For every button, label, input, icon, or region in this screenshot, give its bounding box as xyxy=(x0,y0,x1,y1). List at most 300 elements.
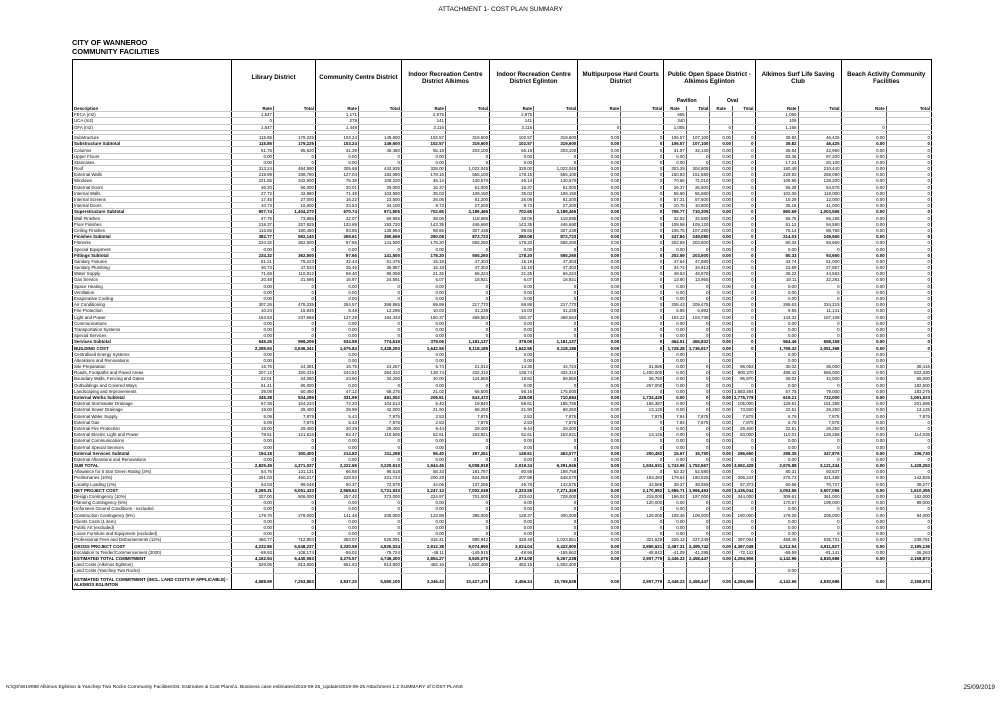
table-cell: 27,857 xyxy=(798,264,841,270)
table-cell: 0.00 xyxy=(755,438,798,444)
table-cell: 0 xyxy=(798,506,841,512)
table-cell: 0 xyxy=(534,159,578,165)
table-cell: 0.00 xyxy=(710,302,733,308)
table-cell: 0.00 xyxy=(578,493,621,499)
table-cell: 107,280 xyxy=(686,227,710,233)
table-cell: 0.00 xyxy=(841,401,886,407)
table-cell: 0.00 xyxy=(664,326,687,332)
table-cell: 119,000 xyxy=(798,190,841,196)
table-cell: 5.43 xyxy=(315,413,358,419)
table-cell: 114,035 xyxy=(886,432,931,438)
table-cell: 0.00 xyxy=(841,388,886,394)
table-cell: 0.00 xyxy=(755,283,798,289)
table-cell: 15.67 xyxy=(664,450,687,456)
row-description: External Communications xyxy=(73,438,232,444)
table-cell: 286.63 xyxy=(755,302,798,308)
table-cell: 0.00 xyxy=(841,531,886,537)
table-cell: 0 xyxy=(732,308,755,314)
row-description: Water Supply xyxy=(73,271,232,277)
table-cell: 29,400 xyxy=(274,425,316,431)
table-cell: 0.00 xyxy=(710,135,733,141)
table-cell: 0.00 xyxy=(315,531,358,537)
table-cell: 0 xyxy=(274,333,316,339)
table-cell: 115.85 xyxy=(232,141,274,147)
table-cell: 0 xyxy=(732,190,755,196)
table-cell: 0.00 xyxy=(578,487,621,493)
table-cell: 0.00 xyxy=(710,203,733,209)
table-cell: 0 xyxy=(732,444,755,450)
table-cell: 72,979 xyxy=(358,481,401,487)
table-cell: 103.24 xyxy=(315,141,358,147)
table-cell: 5.43 xyxy=(315,419,358,425)
row-description: Light and Power xyxy=(73,314,232,320)
table-cell: 94,590 xyxy=(798,221,841,227)
table-cell: 93.85 xyxy=(315,227,358,233)
table-cell: 0.00 xyxy=(578,333,621,339)
table-cell: 106.57 xyxy=(664,135,687,141)
table-cell: 0 xyxy=(578,124,621,130)
table-cell: 0.00 xyxy=(664,394,687,400)
table-cell: 1,022,045 xyxy=(534,165,578,171)
table-cell: 4,212.54 xyxy=(755,543,798,549)
table-cell: 3,837.20 xyxy=(315,574,358,590)
table-cell: 120,000 xyxy=(621,500,664,506)
table-cell: 1,743.95 xyxy=(664,462,687,468)
table-cell: 51,000 xyxy=(798,258,841,264)
table-cell: 0.00 xyxy=(578,264,621,270)
table-cell: 390,669 xyxy=(358,234,401,240)
table-cell: 361,000 xyxy=(798,493,841,499)
table-cell: 482.16 xyxy=(490,561,534,567)
table-cell: 362,500 xyxy=(274,240,316,246)
table-cell: 0.00 xyxy=(841,196,886,202)
table-cell: 209,000 xyxy=(798,512,841,518)
row-description: Communications xyxy=(73,320,232,326)
row-description: Loose Furniture and Equipment (excluded) xyxy=(73,531,232,537)
table-cell: 0.00 xyxy=(841,524,886,530)
table-cell: 0.00 xyxy=(315,351,358,357)
table-cell: 0.00 xyxy=(578,500,621,506)
rate-label: Rate xyxy=(490,106,534,112)
table-cell: 7,875 xyxy=(732,419,755,425)
total-label: Total xyxy=(358,106,401,112)
table-cell: 670.74 xyxy=(315,209,358,215)
table-cell: 12,000 xyxy=(798,196,841,202)
table-cell: 3,116 xyxy=(401,124,445,130)
table-cell: 0 xyxy=(686,370,710,376)
table-cell: 81,200 xyxy=(534,196,578,202)
table-cell: 0.00 xyxy=(841,456,886,462)
table-cell: 95,520 xyxy=(274,147,316,153)
table-cell: 31.97 xyxy=(664,147,687,153)
table-cell: 0.00 xyxy=(841,184,886,190)
table-cell: 0 xyxy=(686,456,710,462)
table-cell: 555,260 xyxy=(534,252,578,258)
table-cell: 1,944.45 xyxy=(401,462,445,468)
table-cell: 178.20 xyxy=(401,240,445,246)
table-cell: 0 xyxy=(886,419,931,425)
table-cell: 0.00 xyxy=(232,456,274,462)
table-cell: 0.00 xyxy=(710,450,733,456)
table-cell: 0.00 xyxy=(710,363,733,369)
table-cell: 22.51 xyxy=(755,407,798,413)
table-cell: 0 xyxy=(534,438,578,444)
table-cell: 98.66 xyxy=(401,227,445,233)
table-cell: 6.40 xyxy=(401,401,445,407)
table-cell: 66.68 xyxy=(315,469,358,475)
table-cell: -48.11 xyxy=(401,549,445,555)
table-cell: 0.00 xyxy=(401,506,445,512)
table-cell: 566,000 xyxy=(798,370,841,376)
table-cell: 2,676.88 xyxy=(755,462,798,468)
table-cell: 47,534 xyxy=(274,264,316,270)
table-cell: 109.95 xyxy=(755,178,798,184)
table-cell: 555,260 xyxy=(445,240,489,246)
table-cell: 140,670 xyxy=(534,178,578,184)
table-cell: 0 xyxy=(732,234,755,240)
table-cell: 0 xyxy=(798,444,841,450)
table-cell: 21.25 xyxy=(490,271,534,277)
table-cell: 0 xyxy=(732,469,755,475)
row-description: Planning Contingency (5%) xyxy=(73,500,232,506)
table-cell: 224.97 xyxy=(401,493,445,499)
table-cell: 0.00 xyxy=(664,320,687,326)
table-cell: 2,195,136 xyxy=(886,543,931,549)
description-label: Description xyxy=(73,106,232,112)
table-cell: 123.88 xyxy=(401,512,445,518)
row-description: Locality Loading (2%) xyxy=(73,481,232,487)
table-cell: 69.89 xyxy=(490,302,534,308)
table-cell: 80.33 xyxy=(755,252,798,258)
row-description: Preliminaries (10%) xyxy=(73,475,232,481)
table-cell: 163,921 xyxy=(445,432,489,438)
table-cell: 24,591 xyxy=(358,277,401,283)
table-cell: 21.90 xyxy=(490,407,534,413)
table-cell: 0 xyxy=(686,506,710,512)
table-cell: 29,400 xyxy=(358,425,401,431)
row-description: Sanitary Fixtures xyxy=(73,258,232,264)
table-cell: 10,800 xyxy=(686,203,710,209)
table-cell: 534,296 xyxy=(274,394,316,400)
row-description: Professional Fees and Disbursements (12%) xyxy=(73,537,232,543)
table-cell: 26,500 xyxy=(686,184,710,190)
row-description: Substructure xyxy=(73,135,232,141)
table-cell: 0.00 xyxy=(401,518,445,524)
table-cell: 7,875 xyxy=(445,413,489,419)
table-cell: 7,875 xyxy=(886,413,931,419)
row-description: External Sewer Drainage xyxy=(73,407,232,413)
table-cell: 170.67 xyxy=(755,500,798,506)
table-cell: 0.00 xyxy=(710,444,733,450)
table-cell: 44,562 xyxy=(798,271,841,277)
table-cell: 80.33 xyxy=(755,240,798,246)
table-cell: 38.06 xyxy=(401,215,445,221)
table-cell: 0 xyxy=(798,456,841,462)
table-cell: 218.99 xyxy=(232,172,274,178)
table-cell: 104.22 xyxy=(664,314,687,320)
table-cell: 0.00 xyxy=(578,543,621,549)
table-cell: 0 xyxy=(732,289,755,295)
table-cell: 0.00 xyxy=(315,506,358,512)
table-cell: 0 xyxy=(445,159,489,165)
table-cell: 65,500 xyxy=(445,388,489,394)
table-cell: 1,023,551 xyxy=(534,537,578,543)
table-cell: 0.00 xyxy=(841,178,886,184)
table-cell: 363.07 xyxy=(315,537,358,543)
table-cell: 0.00 xyxy=(841,506,886,512)
table-cell: 1,404,270 xyxy=(274,209,316,215)
table-cell: 179.25 xyxy=(755,512,798,518)
table-cell: 658,158 xyxy=(798,339,841,345)
table-cell: 298.35 xyxy=(755,450,798,456)
table-cell: 27,000 xyxy=(274,196,316,202)
table-cell: 0 xyxy=(358,320,401,326)
table-cell: 0.00 xyxy=(578,271,621,277)
table-cell: 0.00 xyxy=(755,531,798,537)
table-cell: 0.00 xyxy=(841,234,886,240)
table-cell: 2,285.93 xyxy=(232,345,274,351)
table-cell: 208.43 xyxy=(664,302,687,308)
table-cell: 0.00 xyxy=(401,295,445,301)
table-cell: 82.47 xyxy=(315,432,358,438)
table-cell: 63,000 xyxy=(732,432,755,438)
table-cell: 103.24 xyxy=(315,135,358,141)
table-cell: 0.00 xyxy=(578,531,621,537)
table-cell: 0.00 xyxy=(841,574,886,590)
table-cell: 872,723 xyxy=(445,234,489,240)
table-cell: 3,275.57 xyxy=(315,555,358,561)
table-cell: 0.00 xyxy=(841,351,886,357)
table-cell: 0.00 xyxy=(578,555,621,561)
table-cell: 0 xyxy=(445,289,489,295)
table-cell: 0.00 xyxy=(315,320,358,326)
row-description: Unforseen Ground Conditions - excluded xyxy=(73,506,232,512)
table-cell: 1,171 xyxy=(315,112,358,118)
table-cell: 0 xyxy=(686,388,710,394)
table-cell: 0.00 xyxy=(664,425,687,431)
table-cell: 9,074,990 xyxy=(445,543,489,549)
table-cell: 0 xyxy=(732,240,755,246)
table-cell: 16.37 xyxy=(401,184,445,190)
table-cell: 0.00 xyxy=(841,469,886,475)
table-cell: 555,100 xyxy=(445,172,489,178)
table-cell: 86,069 xyxy=(358,271,401,277)
table-cell: 0 xyxy=(732,320,755,326)
table-cell: 0 xyxy=(886,240,931,246)
table-cell: 2,499,742 xyxy=(686,543,710,549)
table-cell: 0 xyxy=(621,172,664,178)
table-cell: 0.00 xyxy=(841,314,886,320)
table-cell: 102.57 xyxy=(401,135,445,141)
table-cell: 4,371,037 xyxy=(274,462,316,468)
table-cell: 0 xyxy=(886,277,931,283)
row-description: UCA (m2) xyxy=(73,118,232,124)
table-cell: 0 xyxy=(621,184,664,190)
table-cell: 227,249 xyxy=(686,537,710,543)
table-cell: 206.51 xyxy=(401,394,445,400)
table-cell: 178.20 xyxy=(490,252,534,258)
table-cell: 39.82 xyxy=(755,141,798,147)
table-cell: 0.00 xyxy=(710,283,733,289)
total-label: Total xyxy=(274,106,316,112)
table-cell: 555,100 xyxy=(534,172,578,178)
table-cell: 46,425 xyxy=(798,141,841,147)
table-cell: 34,913 xyxy=(686,264,710,270)
table-cell: 23.60 xyxy=(315,376,358,382)
rate-label: Rate xyxy=(755,106,798,112)
table-cell: 379.06 xyxy=(490,339,534,345)
table-cell: 0 xyxy=(621,333,664,339)
table-cell: 1,502,400 xyxy=(445,561,489,567)
table-cell: 13,125 xyxy=(886,407,931,413)
table-cell: 0 xyxy=(274,500,316,506)
table-cell: 0.00 xyxy=(578,388,621,394)
table-cell: 0.00 xyxy=(710,215,733,221)
table-cell: 0.00 xyxy=(841,258,886,264)
table-cell: 0 xyxy=(686,524,710,530)
table-cell: 47.64 xyxy=(664,258,687,264)
table-cell: 0.00 xyxy=(841,407,886,413)
table-cell: 81,200 xyxy=(445,196,489,202)
table-cell: 39.37 xyxy=(664,481,687,487)
table-cell: 0.00 xyxy=(490,382,534,388)
table-cell: 175,000 xyxy=(534,388,578,394)
table-cell: 0.00 xyxy=(710,469,733,475)
table-cell: 0.00 xyxy=(755,295,798,301)
table-cell: 0 xyxy=(534,382,578,388)
row-description: External Electric Light and Power xyxy=(73,432,232,438)
rate-label: Rate xyxy=(578,106,621,112)
table-cell: 0.00 xyxy=(841,357,886,363)
table-cell: 38,559 xyxy=(686,481,710,487)
table-cell: 0 xyxy=(445,153,489,159)
table-cell: 3,062,428 xyxy=(733,463,754,469)
table-cell: 166,387 xyxy=(621,401,664,407)
table-cell: 345.38 xyxy=(232,394,274,400)
table-cell: 0.00 xyxy=(232,524,274,530)
table-cell: 56.76 xyxy=(755,215,798,221)
table-cell: 8.49 xyxy=(315,308,358,314)
table-cell: 0.00 xyxy=(578,258,621,264)
table-cell: 31,686 xyxy=(274,277,316,283)
table-cell: 67,373 xyxy=(732,481,755,487)
table-cell: 0 xyxy=(445,283,489,289)
table-cell: 0.00 xyxy=(401,524,445,530)
table-cell: 42,000 xyxy=(798,376,841,382)
table-cell: 141,500 xyxy=(358,252,401,258)
table-cell: 0 xyxy=(886,438,931,444)
table-cell: 48,878 xyxy=(686,271,710,277)
table-cell: 3,220,613 xyxy=(358,462,401,468)
description-header-blank xyxy=(73,60,232,97)
table-cell: 354,310 xyxy=(358,370,401,376)
table-cell: 202.59 xyxy=(664,240,687,246)
table-cell: 0.00 xyxy=(578,308,621,314)
table-cell: 0 xyxy=(621,506,664,512)
table-cell: 23.89 xyxy=(755,264,798,270)
column-header-row xyxy=(73,60,932,97)
table-cell: 0.00 xyxy=(710,543,733,549)
table-cell: 234.32 xyxy=(232,252,274,258)
table-cell: 0.00 xyxy=(664,295,687,301)
table-cell: 143.35 xyxy=(490,221,534,227)
table-cell: 328.00 xyxy=(401,165,445,171)
table-cell: 0.00 xyxy=(841,147,886,153)
table-cell: 0 xyxy=(798,326,841,332)
table-cell: 334,215 xyxy=(798,302,841,308)
table-cell: 0.00 xyxy=(232,506,274,512)
table-cell: 0.00 xyxy=(710,264,733,270)
table-cell: 0.00 xyxy=(232,295,274,301)
table-cell: 16.37 xyxy=(490,184,534,190)
table-cell: 15.18 xyxy=(401,264,445,270)
table-cell: 561.63 xyxy=(315,561,358,567)
table-cell: 0.00 xyxy=(755,518,798,524)
table-cell: 16.97 xyxy=(315,277,358,283)
row-description: Sanitary Plumbing xyxy=(73,264,232,270)
table-cell: 0.00 xyxy=(664,407,687,413)
table-cell: 0.00 xyxy=(710,481,733,487)
table-cell: 0.00 xyxy=(710,277,733,283)
table-cell: 15,845 xyxy=(274,308,316,314)
table-cell: 0 xyxy=(358,289,401,295)
table-cell: 0 xyxy=(534,518,578,524)
table-cell: 468,563 xyxy=(445,314,489,320)
table-cell: 0.00 xyxy=(710,227,733,233)
table-cell: 27,200 xyxy=(534,203,578,209)
table-cell: 0.00 xyxy=(232,438,274,444)
table-cell: 0 xyxy=(445,382,489,388)
table-cell: 228.93 xyxy=(315,475,358,481)
table-cell: 0.00 xyxy=(401,438,445,444)
table-cell: 0.00 xyxy=(710,178,733,184)
table-cell: 66,224 xyxy=(534,271,578,277)
row-description: Land Costs (Alkimos Eglinton) xyxy=(73,561,232,567)
table-cell: 26,250 xyxy=(798,425,841,431)
table-cell: 0 xyxy=(445,326,489,332)
table-cell: 535,731 xyxy=(798,537,841,543)
table-cell: 340 xyxy=(664,118,687,124)
table-cell: 1,736,917 xyxy=(686,345,710,351)
table-cell: 0 xyxy=(621,153,664,159)
table-cell: 0.00 xyxy=(315,518,358,524)
table-cell: 0.00 xyxy=(710,394,733,400)
table-cell: 319,600 xyxy=(534,141,578,147)
table-cell: 0 xyxy=(886,203,931,209)
row-description: GROSS PROJECT COST xyxy=(73,543,232,549)
table-cell: 0 xyxy=(686,283,710,289)
table-cell: 0 xyxy=(798,438,841,444)
blank-cell xyxy=(401,96,489,106)
blank-cell xyxy=(232,96,316,106)
table-cell: 4,294,906 xyxy=(732,574,755,590)
table-cell: 1,547 xyxy=(232,112,274,118)
table-cell: 0.00 xyxy=(490,333,534,339)
table-cell: 29,400 xyxy=(445,425,489,431)
table-cell: 0 xyxy=(621,178,664,184)
table-cell: 468,563 xyxy=(534,314,578,320)
table-cell: 50.37 xyxy=(315,481,358,487)
table-cell: 48.63 xyxy=(664,271,687,277)
table-cell: 313.24 xyxy=(232,165,274,171)
table-cell: 0 xyxy=(798,320,841,326)
table-cell: 0.00 xyxy=(315,289,358,295)
table-cell: 0.00 xyxy=(710,419,733,425)
table-cell: 69.89 xyxy=(401,302,445,308)
table-cell: 0.00 xyxy=(664,456,687,462)
table-cell: 0.00 xyxy=(664,246,687,252)
table-cell: 0.00 xyxy=(578,518,621,524)
